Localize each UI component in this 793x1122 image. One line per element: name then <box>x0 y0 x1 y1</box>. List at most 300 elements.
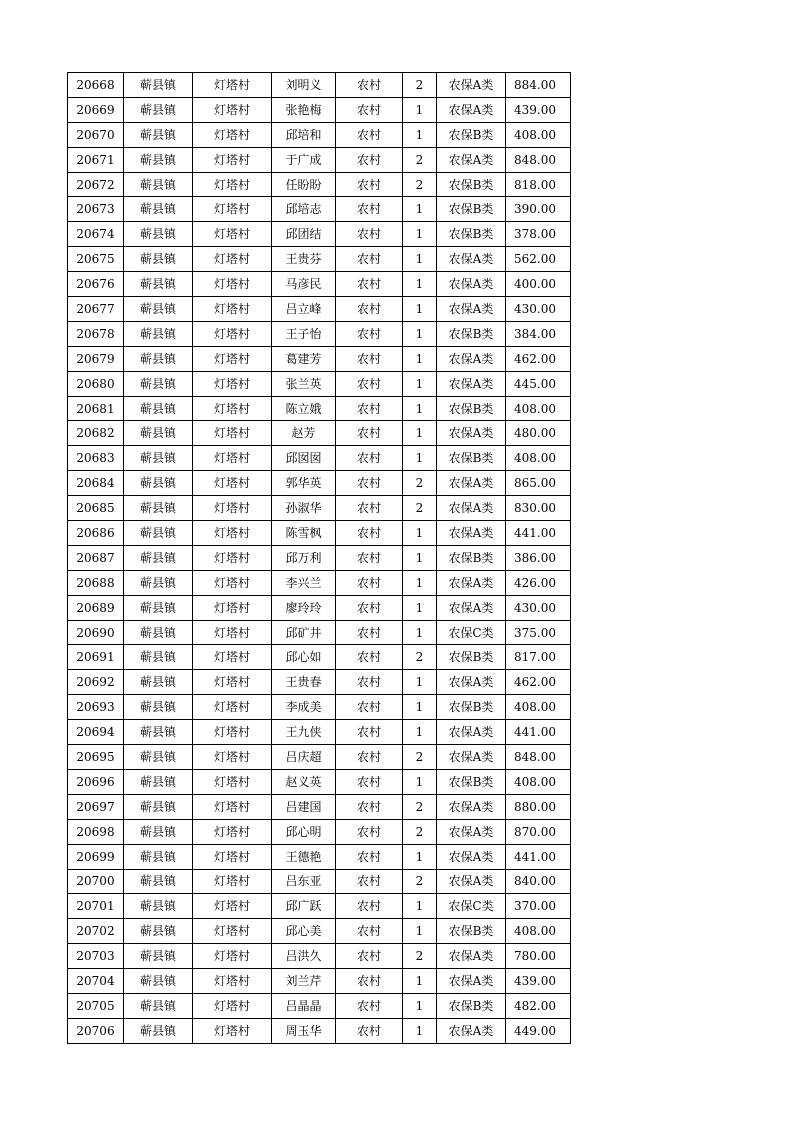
area-type-cell: 农村 <box>336 819 403 844</box>
count-cell: 1 <box>403 570 437 595</box>
town-cell: 蕲县镇 <box>124 496 193 521</box>
category-cell: 农保B类 <box>437 993 506 1018</box>
town-cell: 蕲县镇 <box>124 172 193 197</box>
count-cell: 1 <box>403 521 437 546</box>
table-row <box>68 346 571 371</box>
area-type-cell: 农村 <box>336 73 403 98</box>
count-cell: 1 <box>403 894 437 919</box>
town-cell: 蕲县镇 <box>124 297 193 322</box>
town-cell: 蕲县镇 <box>124 919 193 944</box>
serial-cell: 20678 <box>68 321 124 346</box>
serial-cell: 20698 <box>68 819 124 844</box>
town-cell: 蕲县镇 <box>124 396 193 421</box>
count-cell: 1 <box>403 371 437 396</box>
amount-cell: 880.00 <box>506 794 571 819</box>
table-row <box>68 122 571 147</box>
table-row <box>68 297 571 322</box>
area-type-cell: 农村 <box>336 720 403 745</box>
name-cell: 邱囡囡 <box>272 446 336 471</box>
amount-cell: 441.00 <box>506 521 571 546</box>
area-type-cell: 农村 <box>336 844 403 869</box>
town-cell: 蕲县镇 <box>124 670 193 695</box>
category-cell: 农保B类 <box>437 197 506 222</box>
area-type-cell: 农村 <box>336 695 403 720</box>
town-cell: 蕲县镇 <box>124 894 193 919</box>
village-cell: 灯塔村 <box>193 197 272 222</box>
category-cell: 农保B类 <box>437 645 506 670</box>
table-row <box>68 769 571 794</box>
count-cell: 1 <box>403 720 437 745</box>
amount-cell: 840.00 <box>506 869 571 894</box>
table-row <box>68 969 571 994</box>
town-cell: 蕲县镇 <box>124 695 193 720</box>
amount-cell: 462.00 <box>506 346 571 371</box>
town-cell: 蕲县镇 <box>124 446 193 471</box>
name-cell: 吕立峰 <box>272 297 336 322</box>
serial-cell: 20668 <box>68 73 124 98</box>
name-cell: 任盼盼 <box>272 172 336 197</box>
village-cell: 灯塔村 <box>193 819 272 844</box>
category-cell: 农保B类 <box>437 695 506 720</box>
amount-cell: 441.00 <box>506 844 571 869</box>
amount-cell: 430.00 <box>506 595 571 620</box>
area-type-cell: 农村 <box>336 794 403 819</box>
count-cell: 1 <box>403 122 437 147</box>
town-cell: 蕲县镇 <box>124 620 193 645</box>
category-cell: 农保A类 <box>437 595 506 620</box>
count-cell: 2 <box>403 471 437 496</box>
category-cell: 农保B类 <box>437 446 506 471</box>
category-cell: 农保B类 <box>437 769 506 794</box>
town-cell: 蕲县镇 <box>124 794 193 819</box>
town-cell: 蕲县镇 <box>124 969 193 994</box>
village-cell: 灯塔村 <box>193 993 272 1018</box>
area-type-cell: 农村 <box>336 471 403 496</box>
count-cell: 2 <box>403 819 437 844</box>
town-cell: 蕲县镇 <box>124 570 193 595</box>
category-cell: 农保B类 <box>437 919 506 944</box>
category-cell: 农保C类 <box>437 894 506 919</box>
serial-cell: 20701 <box>68 894 124 919</box>
table-row <box>68 371 571 396</box>
category-cell: 农保A类 <box>437 869 506 894</box>
serial-cell: 20670 <box>68 122 124 147</box>
amount-cell: 384.00 <box>506 321 571 346</box>
amount-cell: 818.00 <box>506 172 571 197</box>
name-cell: 邱团结 <box>272 222 336 247</box>
count-cell: 1 <box>403 969 437 994</box>
serial-cell: 20694 <box>68 720 124 745</box>
area-type-cell: 农村 <box>336 570 403 595</box>
amount-cell: 817.00 <box>506 645 571 670</box>
data-table <box>67 72 571 1044</box>
count-cell: 1 <box>403 297 437 322</box>
area-type-cell: 农村 <box>336 919 403 944</box>
serial-cell: 20682 <box>68 421 124 446</box>
serial-cell: 20693 <box>68 695 124 720</box>
village-cell: 灯塔村 <box>193 695 272 720</box>
category-cell: 农保A类 <box>437 496 506 521</box>
village-cell: 灯塔村 <box>193 944 272 969</box>
amount-cell: 445.00 <box>506 371 571 396</box>
name-cell: 陈雪枫 <box>272 521 336 546</box>
area-type-cell: 农村 <box>336 620 403 645</box>
name-cell: 邱培和 <box>272 122 336 147</box>
serial-cell: 20703 <box>68 944 124 969</box>
village-cell: 灯塔村 <box>193 545 272 570</box>
table-row <box>68 247 571 272</box>
village-cell: 灯塔村 <box>193 769 272 794</box>
count-cell: 2 <box>403 944 437 969</box>
village-cell: 灯塔村 <box>193 670 272 695</box>
table-row <box>68 595 571 620</box>
town-cell: 蕲县镇 <box>124 272 193 297</box>
area-type-cell: 农村 <box>336 272 403 297</box>
category-cell: 农保B类 <box>437 396 506 421</box>
category-cell: 农保A类 <box>437 371 506 396</box>
category-cell: 农保A类 <box>437 745 506 770</box>
name-cell: 郭华英 <box>272 471 336 496</box>
area-type-cell: 农村 <box>336 869 403 894</box>
area-type-cell: 农村 <box>336 670 403 695</box>
amount-cell: 480.00 <box>506 421 571 446</box>
area-type-cell: 农村 <box>336 147 403 172</box>
count-cell: 1 <box>403 695 437 720</box>
table-row <box>68 869 571 894</box>
serial-cell: 20697 <box>68 794 124 819</box>
table-row <box>68 545 571 570</box>
count-cell: 1 <box>403 769 437 794</box>
count-cell: 2 <box>403 869 437 894</box>
serial-cell: 20691 <box>68 645 124 670</box>
town-cell: 蕲县镇 <box>124 73 193 98</box>
village-cell: 灯塔村 <box>193 620 272 645</box>
serial-cell: 20684 <box>68 471 124 496</box>
count-cell: 1 <box>403 321 437 346</box>
amount-cell: 462.00 <box>506 670 571 695</box>
area-type-cell: 农村 <box>336 247 403 272</box>
name-cell: 邱心美 <box>272 919 336 944</box>
name-cell: 王德艳 <box>272 844 336 869</box>
village-cell: 灯塔村 <box>193 272 272 297</box>
amount-cell: 408.00 <box>506 769 571 794</box>
area-type-cell: 农村 <box>336 496 403 521</box>
area-type-cell: 农村 <box>336 993 403 1018</box>
table-row <box>68 172 571 197</box>
town-cell: 蕲县镇 <box>124 471 193 496</box>
name-cell: 王子怡 <box>272 321 336 346</box>
amount-cell: 375.00 <box>506 620 571 645</box>
village-cell: 灯塔村 <box>193 73 272 98</box>
village-cell: 灯塔村 <box>193 894 272 919</box>
village-cell: 灯塔村 <box>193 720 272 745</box>
village-cell: 灯塔村 <box>193 97 272 122</box>
village-cell: 灯塔村 <box>193 471 272 496</box>
count-cell: 1 <box>403 595 437 620</box>
count-cell: 2 <box>403 147 437 172</box>
village-cell: 灯塔村 <box>193 172 272 197</box>
category-cell: 农保A类 <box>437 670 506 695</box>
table-row <box>68 944 571 969</box>
category-cell: 农保B类 <box>437 321 506 346</box>
village-cell: 灯塔村 <box>193 321 272 346</box>
area-type-cell: 农村 <box>336 545 403 570</box>
category-cell: 农保C类 <box>437 620 506 645</box>
table-row <box>68 272 571 297</box>
amount-cell: 441.00 <box>506 720 571 745</box>
count-cell: 1 <box>403 993 437 1018</box>
town-cell: 蕲县镇 <box>124 247 193 272</box>
table-row <box>68 1018 571 1043</box>
category-cell: 农保A类 <box>437 944 506 969</box>
category-cell: 农保A类 <box>437 521 506 546</box>
area-type-cell: 农村 <box>336 172 403 197</box>
serial-cell: 20696 <box>68 769 124 794</box>
village-cell: 灯塔村 <box>193 645 272 670</box>
category-cell: 农保A类 <box>437 969 506 994</box>
name-cell: 张兰英 <box>272 371 336 396</box>
amount-cell: 386.00 <box>506 545 571 570</box>
town-cell: 蕲县镇 <box>124 97 193 122</box>
area-type-cell: 农村 <box>336 521 403 546</box>
category-cell: 农保A类 <box>437 147 506 172</box>
table-row <box>68 745 571 770</box>
area-type-cell: 农村 <box>336 969 403 994</box>
area-type-cell: 农村 <box>336 1018 403 1043</box>
name-cell: 赵芳 <box>272 421 336 446</box>
serial-cell: 20692 <box>68 670 124 695</box>
area-type-cell: 农村 <box>336 944 403 969</box>
area-type-cell: 农村 <box>336 321 403 346</box>
village-cell: 灯塔村 <box>193 595 272 620</box>
name-cell: 李成美 <box>272 695 336 720</box>
category-cell: 农保B类 <box>437 222 506 247</box>
count-cell: 1 <box>403 1018 437 1043</box>
category-cell: 农保A类 <box>437 421 506 446</box>
category-cell: 农保A类 <box>437 720 506 745</box>
town-cell: 蕲县镇 <box>124 421 193 446</box>
table-row <box>68 620 571 645</box>
area-type-cell: 农村 <box>336 396 403 421</box>
name-cell: 刘兰芹 <box>272 969 336 994</box>
area-type-cell: 农村 <box>336 371 403 396</box>
category-cell: 农保A类 <box>437 247 506 272</box>
count-cell: 1 <box>403 670 437 695</box>
table-row <box>68 993 571 1018</box>
name-cell: 邱培志 <box>272 197 336 222</box>
count-cell: 1 <box>403 919 437 944</box>
name-cell: 邱心明 <box>272 819 336 844</box>
amount-cell: 482.00 <box>506 993 571 1018</box>
amount-cell: 390.00 <box>506 197 571 222</box>
village-cell: 灯塔村 <box>193 346 272 371</box>
serial-cell: 20690 <box>68 620 124 645</box>
table-row <box>68 73 571 98</box>
count-cell: 1 <box>403 346 437 371</box>
name-cell: 邱心如 <box>272 645 336 670</box>
amount-cell: 865.00 <box>506 471 571 496</box>
category-cell: 农保A类 <box>437 297 506 322</box>
amount-cell: 870.00 <box>506 819 571 844</box>
town-cell: 蕲县镇 <box>124 720 193 745</box>
name-cell: 吕东亚 <box>272 869 336 894</box>
town-cell: 蕲县镇 <box>124 745 193 770</box>
table-body <box>68 73 571 1044</box>
town-cell: 蕲县镇 <box>124 321 193 346</box>
category-cell: 农保A类 <box>437 346 506 371</box>
name-cell: 陈立娥 <box>272 396 336 421</box>
serial-cell: 20689 <box>68 595 124 620</box>
count-cell: 1 <box>403 197 437 222</box>
table-row <box>68 819 571 844</box>
category-cell: 农保A类 <box>437 1018 506 1043</box>
village-cell: 灯塔村 <box>193 371 272 396</box>
table-row <box>68 147 571 172</box>
village-cell: 灯塔村 <box>193 969 272 994</box>
category-cell: 农保B类 <box>437 122 506 147</box>
village-cell: 灯塔村 <box>193 297 272 322</box>
village-cell: 灯塔村 <box>193 919 272 944</box>
town-cell: 蕲县镇 <box>124 222 193 247</box>
name-cell: 王贵芬 <box>272 247 336 272</box>
village-cell: 灯塔村 <box>193 247 272 272</box>
area-type-cell: 农村 <box>336 122 403 147</box>
village-cell: 灯塔村 <box>193 147 272 172</box>
category-cell: 农保A类 <box>437 272 506 297</box>
serial-cell: 20685 <box>68 496 124 521</box>
town-cell: 蕲县镇 <box>124 869 193 894</box>
count-cell: 1 <box>403 620 437 645</box>
serial-cell: 20695 <box>68 745 124 770</box>
name-cell: 刘明义 <box>272 73 336 98</box>
serial-cell: 20675 <box>68 247 124 272</box>
village-cell: 灯塔村 <box>193 844 272 869</box>
amount-cell: 848.00 <box>506 745 571 770</box>
amount-cell: 430.00 <box>506 297 571 322</box>
serial-cell: 20704 <box>68 969 124 994</box>
serial-cell: 20672 <box>68 172 124 197</box>
count-cell: 2 <box>403 745 437 770</box>
name-cell: 孙淑华 <box>272 496 336 521</box>
amount-cell: 449.00 <box>506 1018 571 1043</box>
count-cell: 2 <box>403 794 437 819</box>
village-cell: 灯塔村 <box>193 1018 272 1043</box>
town-cell: 蕲县镇 <box>124 993 193 1018</box>
area-type-cell: 农村 <box>336 446 403 471</box>
town-cell: 蕲县镇 <box>124 595 193 620</box>
count-cell: 1 <box>403 844 437 869</box>
amount-cell: 780.00 <box>506 944 571 969</box>
category-cell: 农保A类 <box>437 844 506 869</box>
amount-cell: 400.00 <box>506 272 571 297</box>
town-cell: 蕲县镇 <box>124 645 193 670</box>
table-row <box>68 471 571 496</box>
town-cell: 蕲县镇 <box>124 197 193 222</box>
name-cell: 葛建芳 <box>272 346 336 371</box>
name-cell: 吕晶晶 <box>272 993 336 1018</box>
name-cell: 于广成 <box>272 147 336 172</box>
table-row <box>68 919 571 944</box>
amount-cell: 408.00 <box>506 396 571 421</box>
town-cell: 蕲县镇 <box>124 1018 193 1043</box>
town-cell: 蕲县镇 <box>124 346 193 371</box>
count-cell: 1 <box>403 272 437 297</box>
serial-cell: 20687 <box>68 545 124 570</box>
count-cell: 2 <box>403 73 437 98</box>
village-cell: 灯塔村 <box>193 521 272 546</box>
table-row <box>68 720 571 745</box>
village-cell: 灯塔村 <box>193 745 272 770</box>
area-type-cell: 农村 <box>336 421 403 446</box>
serial-cell: 20669 <box>68 97 124 122</box>
name-cell: 周玉华 <box>272 1018 336 1043</box>
area-type-cell: 农村 <box>336 222 403 247</box>
town-cell: 蕲县镇 <box>124 122 193 147</box>
serial-cell: 20683 <box>68 446 124 471</box>
serial-cell: 20677 <box>68 297 124 322</box>
amount-cell: 830.00 <box>506 496 571 521</box>
category-cell: 农保A类 <box>437 471 506 496</box>
count-cell: 2 <box>403 645 437 670</box>
area-type-cell: 农村 <box>336 595 403 620</box>
name-cell: 李兴兰 <box>272 570 336 595</box>
table-row <box>68 695 571 720</box>
table-row <box>68 570 571 595</box>
count-cell: 1 <box>403 446 437 471</box>
category-cell: 农保B类 <box>437 545 506 570</box>
table-row <box>68 794 571 819</box>
area-type-cell: 农村 <box>336 297 403 322</box>
amount-cell: 408.00 <box>506 122 571 147</box>
area-type-cell: 农村 <box>336 197 403 222</box>
serial-cell: 20699 <box>68 844 124 869</box>
village-cell: 灯塔村 <box>193 396 272 421</box>
area-type-cell: 农村 <box>336 97 403 122</box>
category-cell: 农保A类 <box>437 794 506 819</box>
amount-cell: 426.00 <box>506 570 571 595</box>
serial-cell: 20671 <box>68 147 124 172</box>
table-row <box>68 321 571 346</box>
area-type-cell: 农村 <box>336 745 403 770</box>
name-cell: 吕建国 <box>272 794 336 819</box>
area-type-cell: 农村 <box>336 346 403 371</box>
town-cell: 蕲县镇 <box>124 147 193 172</box>
table-row <box>68 97 571 122</box>
serial-cell: 20702 <box>68 919 124 944</box>
serial-cell: 20676 <box>68 272 124 297</box>
count-cell: 1 <box>403 222 437 247</box>
area-type-cell: 农村 <box>336 645 403 670</box>
name-cell: 王贵春 <box>272 670 336 695</box>
serial-cell: 20679 <box>68 346 124 371</box>
amount-cell: 884.00 <box>506 73 571 98</box>
category-cell: 农保A类 <box>437 570 506 595</box>
category-cell: 农保A类 <box>437 819 506 844</box>
category-cell: 农保A类 <box>437 97 506 122</box>
area-type-cell: 农村 <box>336 769 403 794</box>
serial-cell: 20686 <box>68 521 124 546</box>
area-type-cell: 农村 <box>336 894 403 919</box>
table-row <box>68 396 571 421</box>
village-cell: 灯塔村 <box>193 122 272 147</box>
village-cell: 灯塔村 <box>193 446 272 471</box>
name-cell: 张艳梅 <box>272 97 336 122</box>
village-cell: 灯塔村 <box>193 222 272 247</box>
count-cell: 1 <box>403 97 437 122</box>
table-row <box>68 197 571 222</box>
town-cell: 蕲县镇 <box>124 521 193 546</box>
table-row <box>68 894 571 919</box>
